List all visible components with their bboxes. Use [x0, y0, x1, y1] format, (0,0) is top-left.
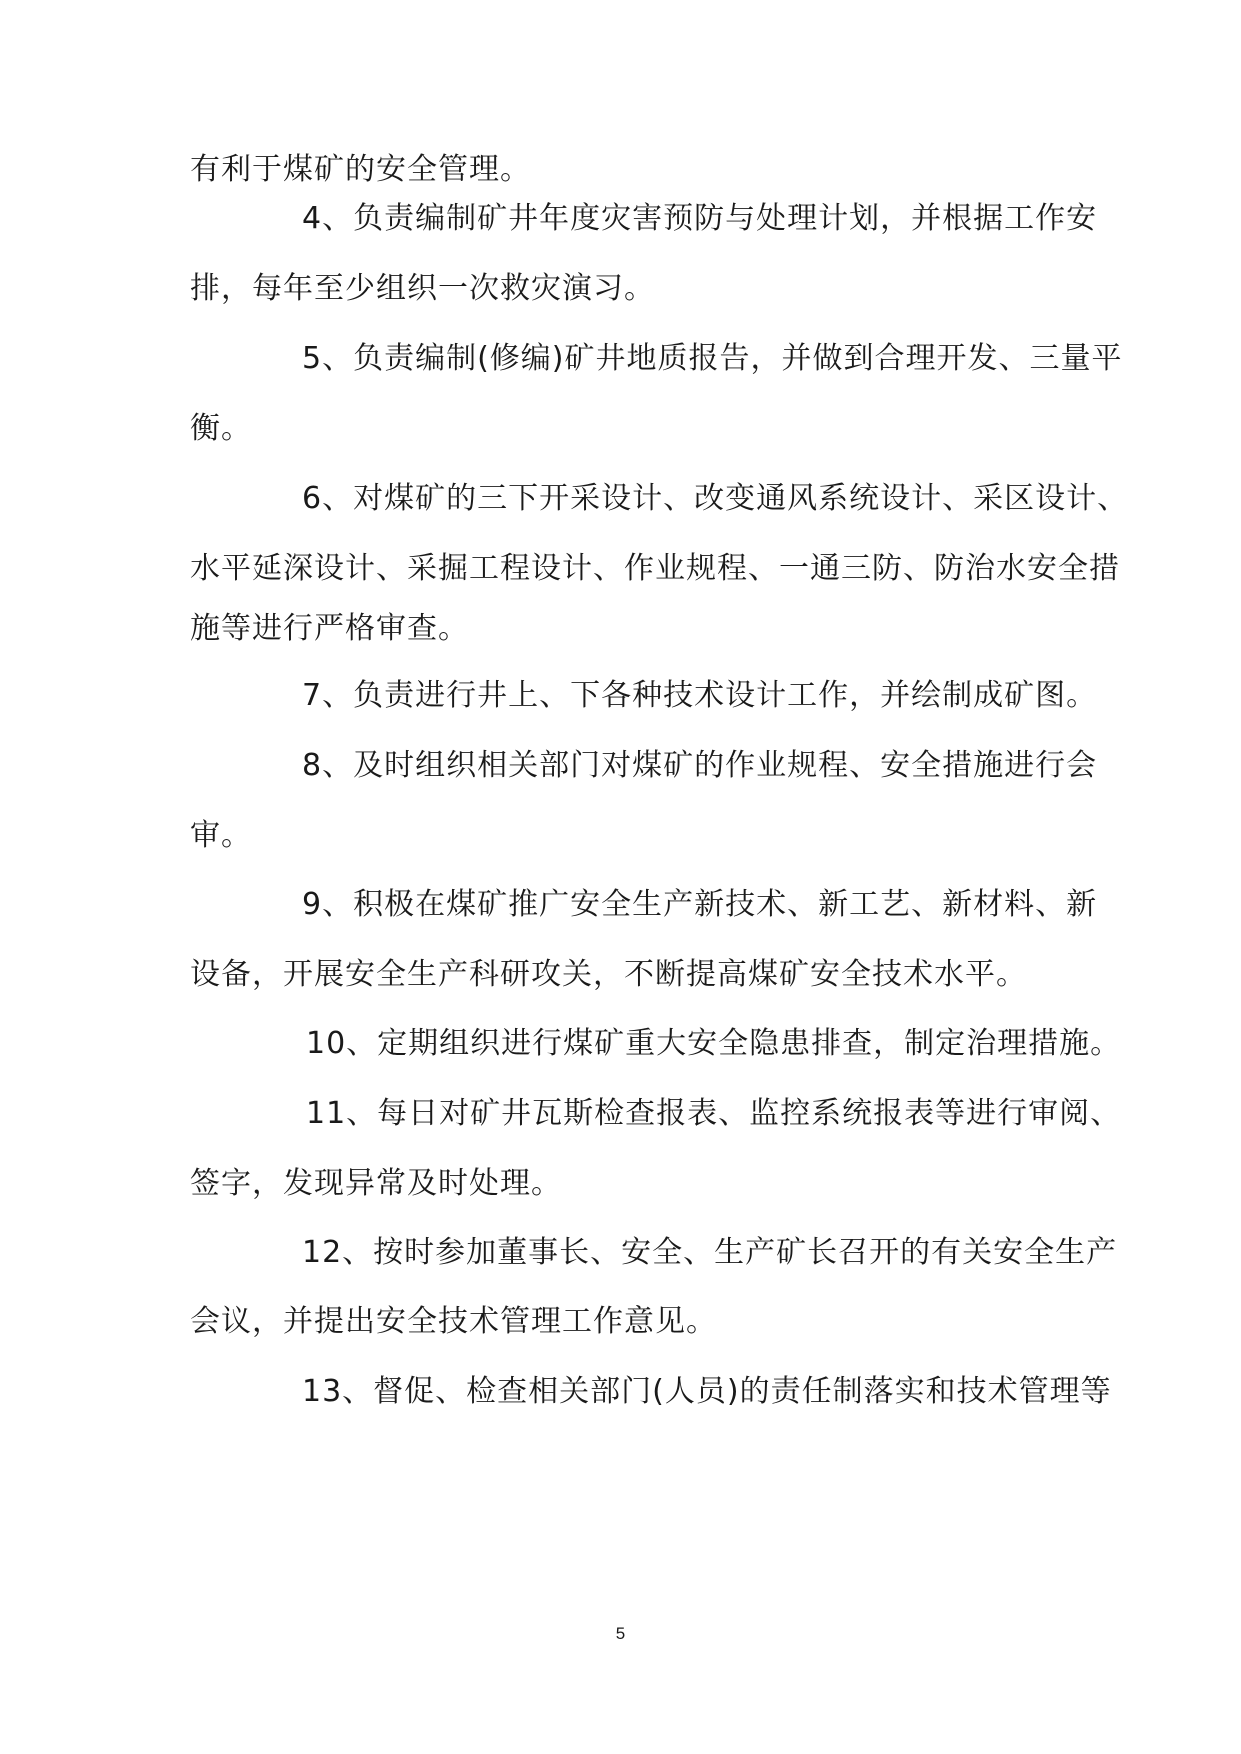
text-line: 衡。	[190, 411, 252, 446]
text-line: 有利于煤矿的安全管理。	[190, 152, 531, 187]
text-line: 5、负责编制(修编)矿井地质报告，并做到合理开发、三量平	[302, 341, 1123, 376]
text-line: 6、对煤矿的三下开采设计、改变通风系统设计、采区设计、	[302, 481, 1129, 516]
text-line: 10、定期组织进行煤矿重大安全隐患排查，制定治理措施。	[306, 1026, 1122, 1061]
text-line: 12、按时参加董事长、安全、生产矿长召开的有关安全生产	[302, 1235, 1118, 1270]
text-line: 9、积极在煤矿推广安全生产新技术、新工艺、新材料、新	[302, 887, 1098, 922]
text-line: 签字，发现异常及时处理。	[190, 1166, 562, 1201]
text-line: 排，每年至少组织一次救灾演习。	[190, 271, 655, 306]
text-line: 7、负责进行井上、下各种技术设计工作，并绘制成矿图。	[302, 678, 1098, 713]
text-line: 4、负责编制矿井年度灾害预防与处理计划，并根据工作安	[302, 201, 1098, 236]
page-number: 5	[615, 1624, 626, 1643]
text-line: 会议，并提出安全技术管理工作意见。	[190, 1304, 717, 1339]
text-line: 水平延深设计、采掘工程设计、作业规程、一通三防、防治水安全措	[190, 551, 1120, 586]
text-line: 8、及时组织相关部门对煤矿的作业规程、安全措施进行会	[302, 748, 1098, 783]
text-line: 审。	[190, 818, 252, 853]
text-line: 13、督促、检查相关部门(人员)的责任制落实和技术管理等	[302, 1374, 1112, 1409]
text-line: 11、每日对矿井瓦斯检查报表、监控系统报表等进行审阅、	[306, 1096, 1122, 1131]
text-line: 设备，开展安全生产科研攻关，不断提高煤矿安全技术水平。	[190, 957, 1027, 992]
text-line: 施等进行严格审查。	[190, 611, 469, 646]
